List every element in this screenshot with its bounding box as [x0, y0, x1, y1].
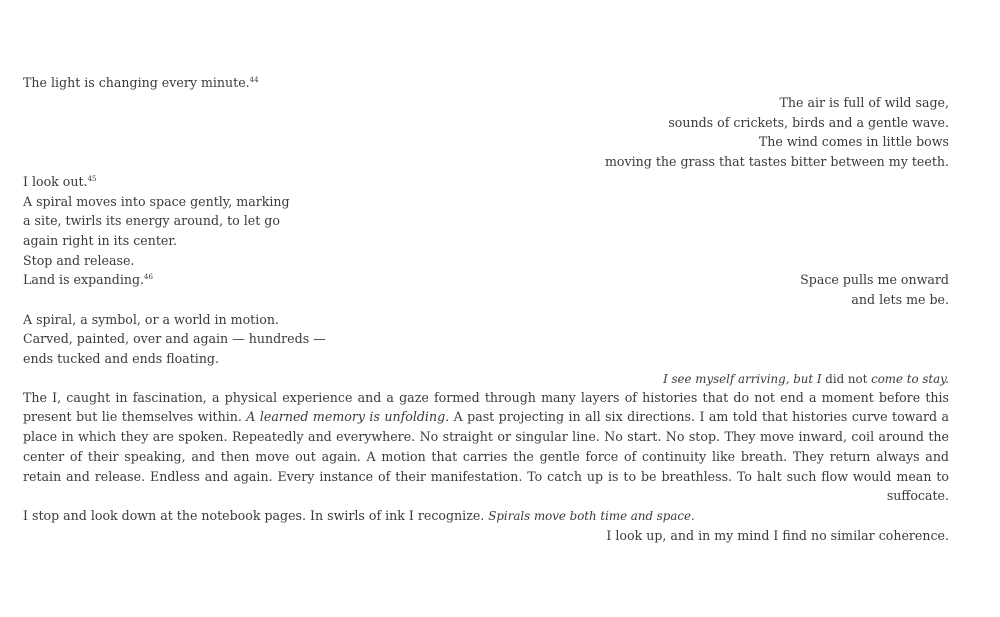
paragraph-italic-phrase: A learned memory is unfolding. — [246, 409, 450, 425]
closing-line-1: I stop and look down at the notebook pages. In swirls of ink I recognize. Spirals move both time and space. — [23, 508, 695, 523]
stanza-4-line-1: Space pulls me onward — [800, 272, 949, 288]
stanza-2-line-3: The wind comes in little bows — [758, 134, 949, 150]
footnote-ref-44: 44 — [249, 76, 259, 84]
prose-paragraph: The I, caught in fascination, a physical experience and a gaze formed through many layers of histories that do not end a moment before this present but lie themselves within. A learned memory is unfolding. A past projecting in all six directions. I am told that histories curve toward a place in which they are spoken. Repeatedly and everywhere. No straight or singular line. No start. No stop. They move inward, coil around the center of their speaking, and then move out again. A motion that carries the gentle force of continuity like breath. They return always and retain and release. Endless and again. Every instance of their manifestation. To catch up is to be breathless. To halt such flow would mean to suffocate. — [23, 389, 949, 504]
stanza-3-line-5: Stop and release. — [23, 252, 135, 268]
closing-line-2: I look up, and in my mind I find no similar coherence. — [606, 527, 949, 543]
stanza-2-line-4: moving the grass that tastes bitter between my teeth. — [604, 154, 949, 170]
stanza-2-line-1: The air is full of wild sage, — [779, 95, 949, 110]
footnote-ref-46: 46 — [144, 273, 153, 282]
stanza-3-line-3: a site, twirls its energy around, to let go — [23, 213, 280, 229]
stanza-1-line: The light is changing every minute.$^{44}$ — [23, 75, 259, 90]
stanza-3-line-6: Land is expanding.$^{46}$ — [23, 272, 153, 288]
stanza-3-line-2: A spiral moves into space gently, marking — [23, 193, 290, 209]
stanza-3-line-4: again right in its center. — [23, 232, 177, 248]
footnote-ref-45: 45 — [87, 174, 97, 183]
stanza-5-line-1: A spiral, a symbol, or a world in motion. — [23, 311, 279, 327]
stanza-4-line-2: and lets me be. — [851, 292, 949, 307]
stanza-5-line-2: Carved, painted, over and again — hundreds — — [23, 331, 326, 347]
stanza-3-line-1: I look out.$^{45}$ — [23, 173, 97, 189]
stanza-2-line-2: sounds of crickets, birds and a gentle wave. — [668, 114, 949, 130]
closing-italic-phrase: Spirals move both time and space. — [488, 509, 695, 523]
stanza-5-line-3: ends tucked and ends floating. — [23, 351, 219, 367]
italic-quote: I see myself arriving, but I did not come to stay. — [663, 371, 949, 386]
